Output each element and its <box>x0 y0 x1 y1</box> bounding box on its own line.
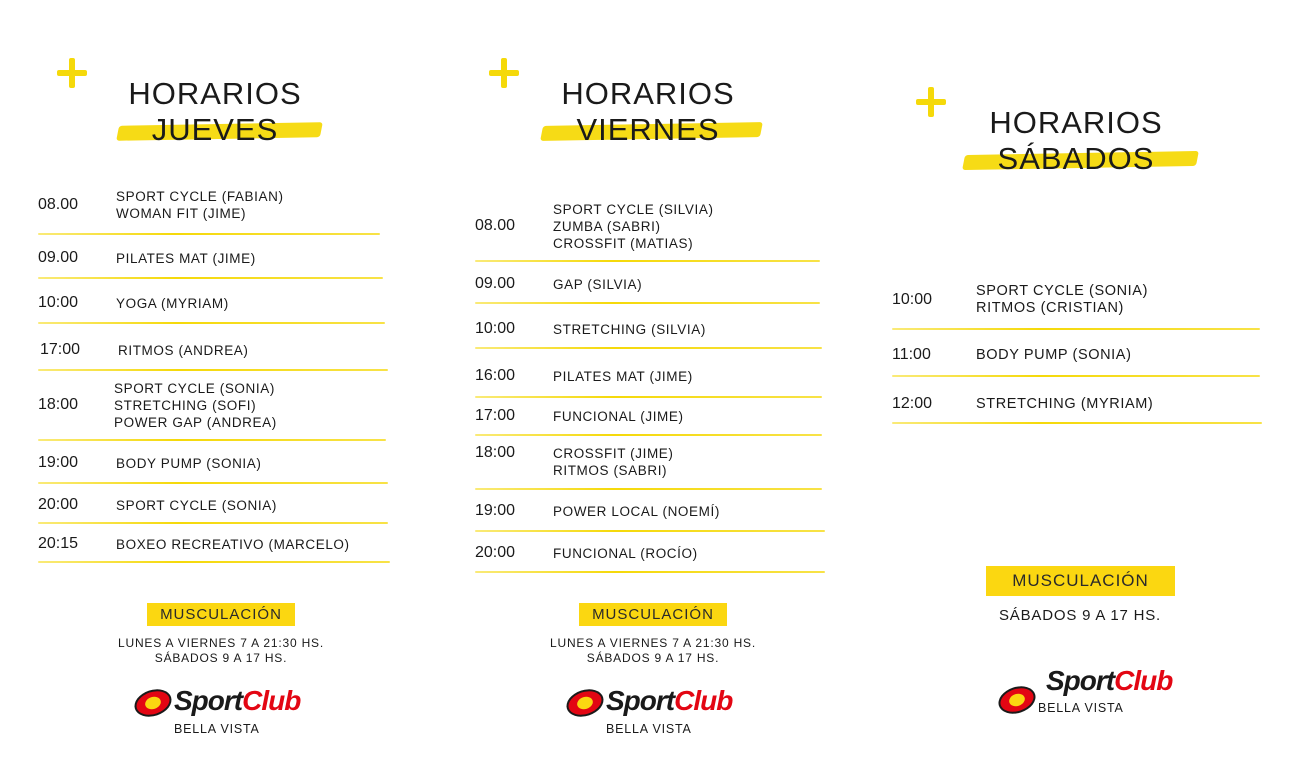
activity: SPORT CYCLE (SONIA) <box>116 497 277 513</box>
plus-icon <box>916 87 946 117</box>
title-line: HORARIOS <box>128 76 302 111</box>
activity: POWER LOCAL (NOEMÍ) <box>553 503 720 519</box>
musculacion-badge: MUSCULACIÓN <box>579 603 727 626</box>
day-label: VIERNES <box>576 112 720 147</box>
activity: ZUMBA (SABRI) <box>553 218 661 234</box>
time-label: 10:00 <box>475 320 516 337</box>
logo-text: SportClub <box>174 685 301 716</box>
musculacion-badge: MUSCULACIÓN <box>147 603 295 626</box>
day-label: JUEVES <box>151 112 279 147</box>
time-label: 20:00 <box>475 544 516 561</box>
time-label: 08.00 <box>475 217 516 234</box>
logo-text: SportClub <box>1046 665 1173 696</box>
time-label: 19:00 <box>38 454 79 471</box>
schedule-row <box>892 345 1132 365</box>
hours-line: SÁBADOS 9 A 17 HS. <box>999 607 1161 624</box>
hours-line: LUNES A VIERNES 7 A 21:30 HS. <box>550 636 756 650</box>
activity: FUNCIONAL (ROCÍO) <box>553 545 698 561</box>
time-label: 09.00 <box>475 275 516 292</box>
schedule-row <box>892 394 1153 414</box>
time-label: 18:00 <box>38 396 79 413</box>
time-label: 09.00 <box>38 249 79 266</box>
location-label: BELLA VISTA <box>606 722 692 736</box>
time-label: 17:00 <box>475 407 516 424</box>
activity: PILATES MAT (JIME) <box>553 368 693 384</box>
gym-hours <box>970 607 1190 625</box>
time-label: 10:00 <box>892 291 933 308</box>
time-label: 10:00 <box>38 294 79 311</box>
time-label: 12:00 <box>892 395 933 412</box>
activity: FUNCIONAL (JIME) <box>553 408 684 424</box>
activity: RITMOS (ANDREA) <box>118 342 249 358</box>
musculacion-badge: MUSCULACIÓN <box>986 566 1175 596</box>
hours-line: SÁBADOS 9 A 17 HS. <box>586 651 720 665</box>
activity: BODY PUMP (SONIA) <box>116 455 262 471</box>
activity: STRETCHING (MYRIAM) <box>976 395 1154 412</box>
activity: STRETCHING (SILVIA) <box>553 321 706 337</box>
time-label: 19:00 <box>475 502 516 519</box>
title-line: HORARIOS <box>989 105 1163 140</box>
time-label: 11:00 <box>892 346 931 363</box>
row-divider <box>892 375 1260 377</box>
hours-line: SÁBADOS 9 A 17 HS. <box>154 651 288 665</box>
sportclub-emblem-icon <box>995 682 1039 718</box>
activity: BODY PUMP (SONIA) <box>976 346 1132 363</box>
hours-line: LUNES A VIERNES 7 A 21:30 HS. <box>118 636 324 650</box>
activity: SPORT CYCLE (SONIA) <box>114 380 275 396</box>
time-label: 20:00 <box>38 496 79 513</box>
activity: SPORT CYCLE (SILVIA) <box>553 201 714 217</box>
activity: RITMOS (CRISTIAN) <box>976 300 1124 316</box>
activity: GAP (SILVIA) <box>553 276 643 292</box>
activity: BOXEO RECREATIVO (MARCELO) <box>116 536 350 552</box>
row-divider <box>892 328 1260 330</box>
schedule-row <box>892 282 1148 318</box>
activity: CROSSFIT (JIME) <box>553 446 674 461</box>
activity: PILATES MAT (JIME) <box>116 250 256 266</box>
activity: RITMOS (SABRI) <box>553 463 668 478</box>
activity: SPORT CYCLE (FABIAN) <box>116 189 284 204</box>
activity: POWER GAP (ANDREA) <box>114 414 277 430</box>
location-label: BELLA VISTA <box>174 722 260 736</box>
activity: STRETCHING (SOFI) <box>114 397 257 413</box>
sportclub-logo <box>998 665 1173 699</box>
activity: WOMAN FIT (JIME) <box>116 206 247 221</box>
time-label: 20:15 <box>38 535 79 552</box>
logo-text: SportClub <box>606 685 733 716</box>
column-title <box>971 105 1181 177</box>
activity: YOGA (MYRIAM) <box>116 295 229 311</box>
time-label: 18:00 <box>475 444 516 461</box>
time-label: 08.00 <box>38 196 79 213</box>
day-label: SÁBADOS <box>997 141 1155 176</box>
row-divider <box>892 422 1262 424</box>
activity: CROSSFIT (MATIAS) <box>553 235 694 251</box>
location-label: BELLA VISTA <box>1038 701 1124 715</box>
activity: SPORT CYCLE (SONIA) <box>976 283 1149 299</box>
title-line: HORARIOS <box>561 76 735 111</box>
time-label: 16:00 <box>475 367 516 384</box>
time-label: 17:00 <box>40 341 81 358</box>
